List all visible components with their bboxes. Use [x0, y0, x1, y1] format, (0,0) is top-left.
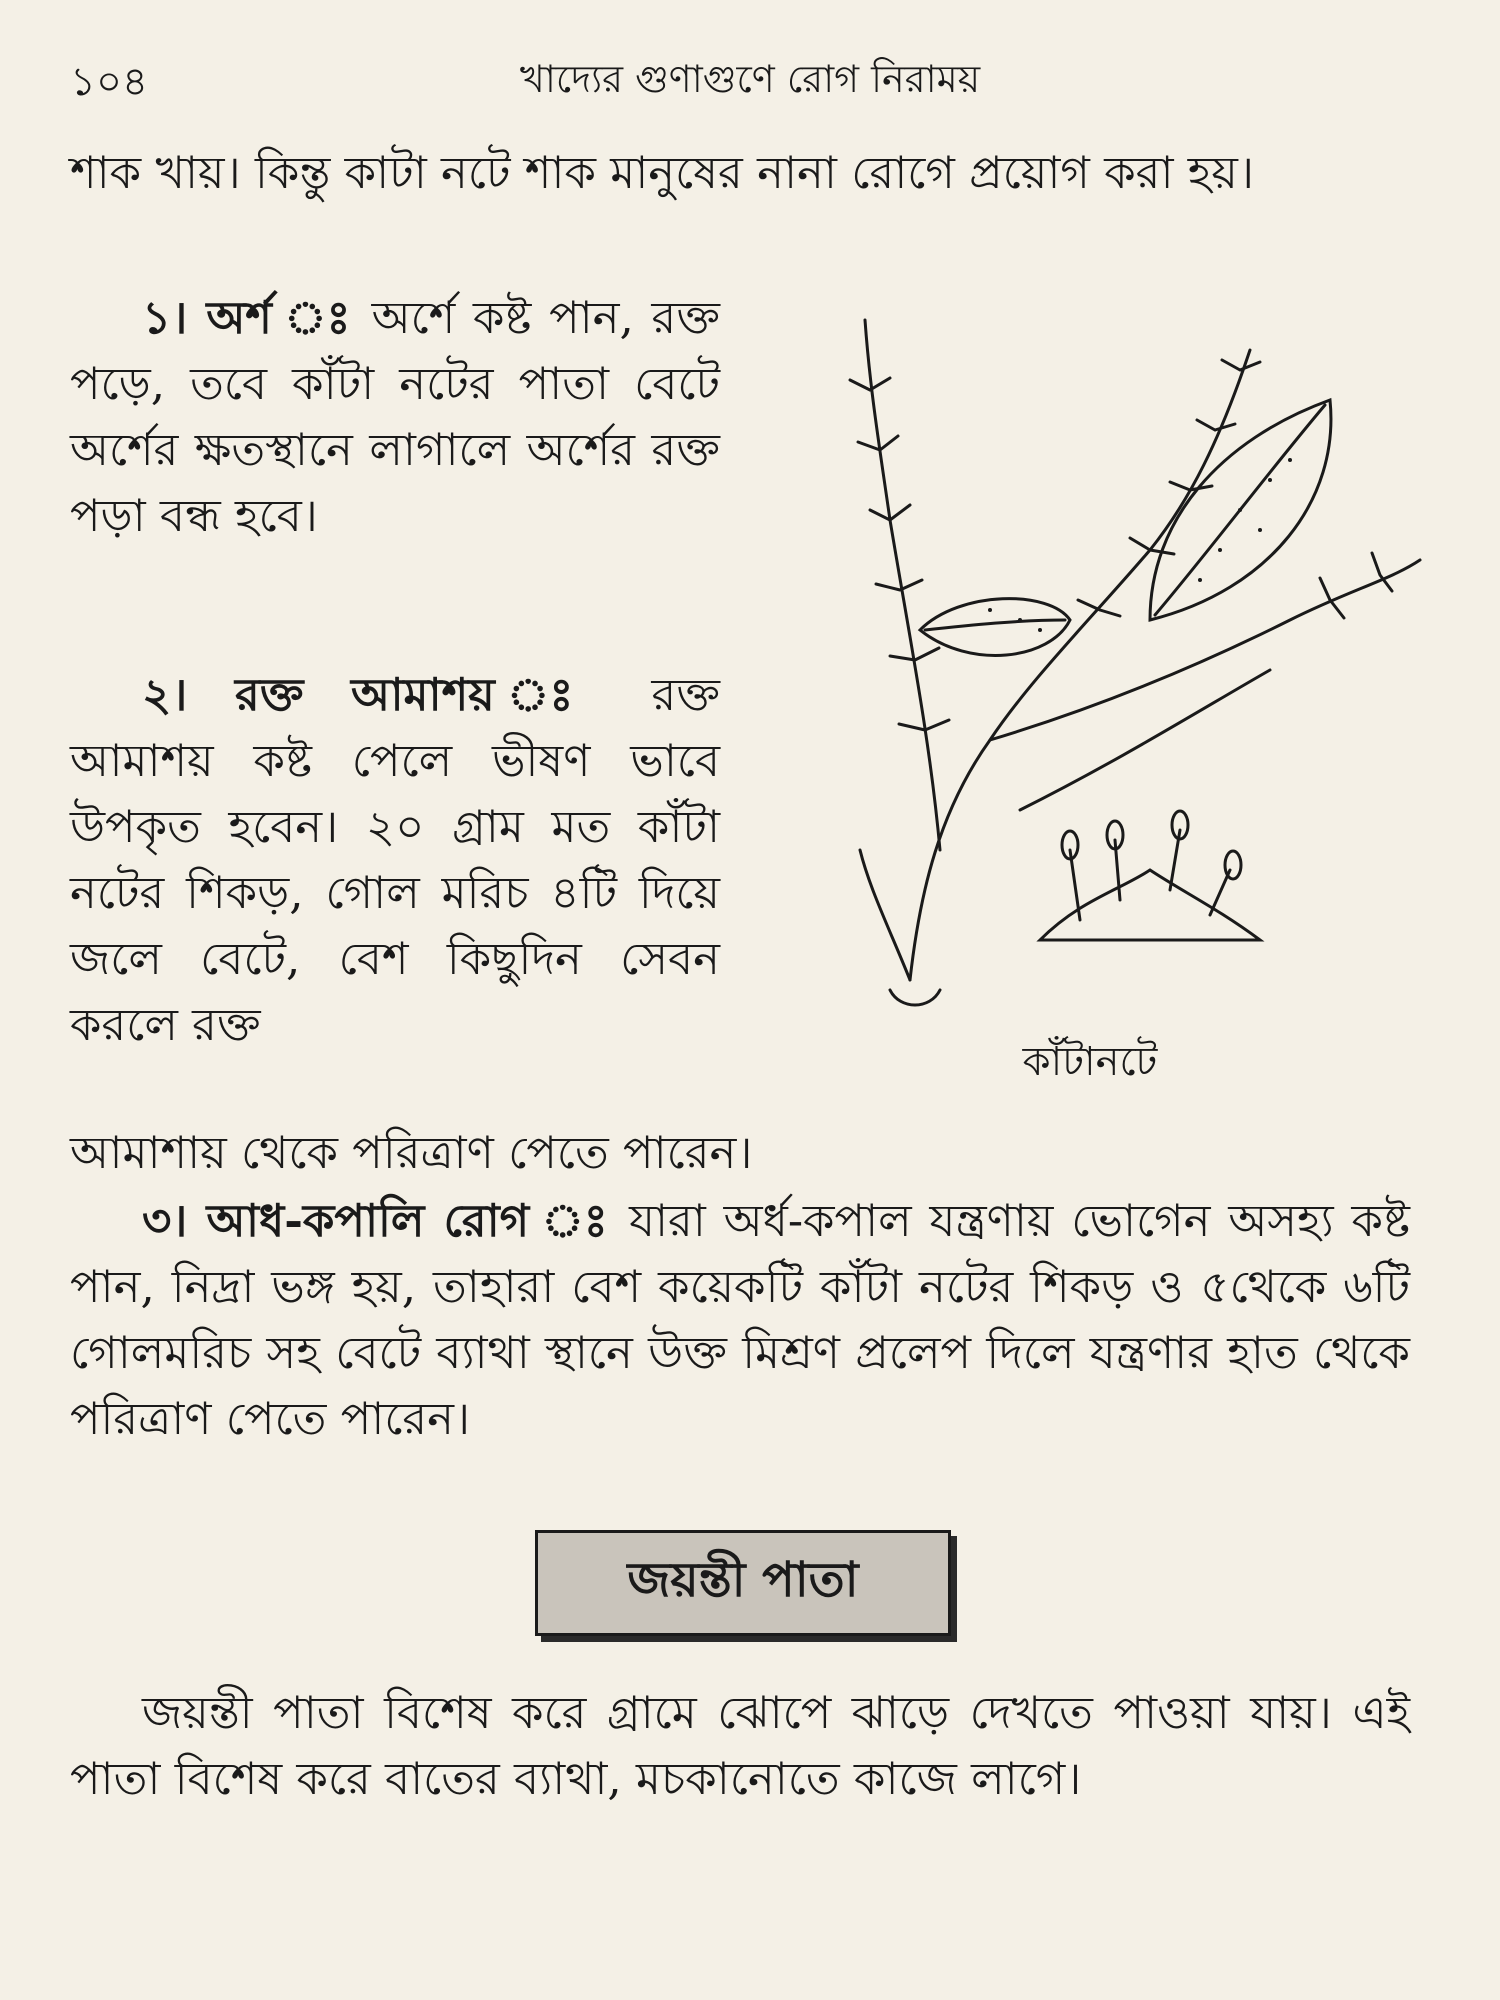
page-number: ১০৪ — [70, 59, 148, 105]
remedy-item-3 — [70, 1188, 1410, 1452]
remedy-body: অর্শে কষ্ট পান, রক্ত পড়ে, তবে কাঁটা নটের পাতা বেটে অর্শের ক্ষতস্থানে লাগালে অর্শের রক্ত পড়া বন্ধ হবে। — [70, 291, 720, 542]
remedy-heading: ১। অর্শ ঃ — [142, 291, 354, 344]
remedy-heading: ৩। আধ-কপালি রোগ ঃ — [142, 1194, 612, 1247]
section-title-box — [535, 1530, 951, 1636]
plant-illustration — [770, 290, 1450, 1030]
intro-paragraph: শাক খায়। কিন্তু কাটা নটে শাক মানুষের নানা রোগে প্রয়োগ করা হয়। — [70, 146, 1255, 199]
running-title: খাদ্যের গুণাগুণে রোগ নিরাময় — [519, 57, 981, 101]
remedy-body: যারা অর্ধ-কপাল যন্ত্রণায় ভোগেন অসহ্য কষ্ট পান, নিদ্রা ভঙ্গ হয়, তাহারা বেশ কয়েকটি কাঁটা নটের শিকড় ও ৫থেকে ৬টি গোলমরিচ সহ বেটে ব্যাথা স্থানে উক্ত মিশ্রণ প্রলেপ দিলে যন্ত্রণার হাত থেকে পরিত্রাণ পেতে পারেন। — [70, 1194, 1410, 1445]
page-header — [70, 50, 1430, 110]
remedy-body: রক্ত আমাশয় কষ্ট পেলে ভীষণ ভাবে উপকৃত হবেন। ২০ গ্রাম মত কাঁটা নটের শিকড়, গোল মরিচ ৪টি দিয়ে জলে বেটে, বেশ কিছুদিন সেবন করলে রক্ত — [70, 668, 720, 1051]
remedy-item-2 — [70, 662, 720, 1058]
illustration-caption: কাঁটানটে — [1022, 1039, 1158, 1085]
remedy-heading: ২। রক্ত আমাশয় ঃ — [142, 668, 606, 721]
remedy-continuation: আমাশায় থেকে পরিত্রাণ পেতে পারেন। — [70, 1126, 753, 1179]
section-body: জয়ন্তী পাতা বিশেষ করে গ্রামে ঝোপে ঝাড়ে দেখতে পাওয়া যায়। এই পাতা বিশেষ করে বাতের ব্যাথা, মচকানোতে কাজে লাগে। — [70, 1686, 1410, 1805]
section-title: জয়ন্তী পাতা — [627, 1551, 859, 1608]
section-paragraph — [70, 1680, 1410, 1812]
remedy-item-1 — [70, 285, 720, 549]
